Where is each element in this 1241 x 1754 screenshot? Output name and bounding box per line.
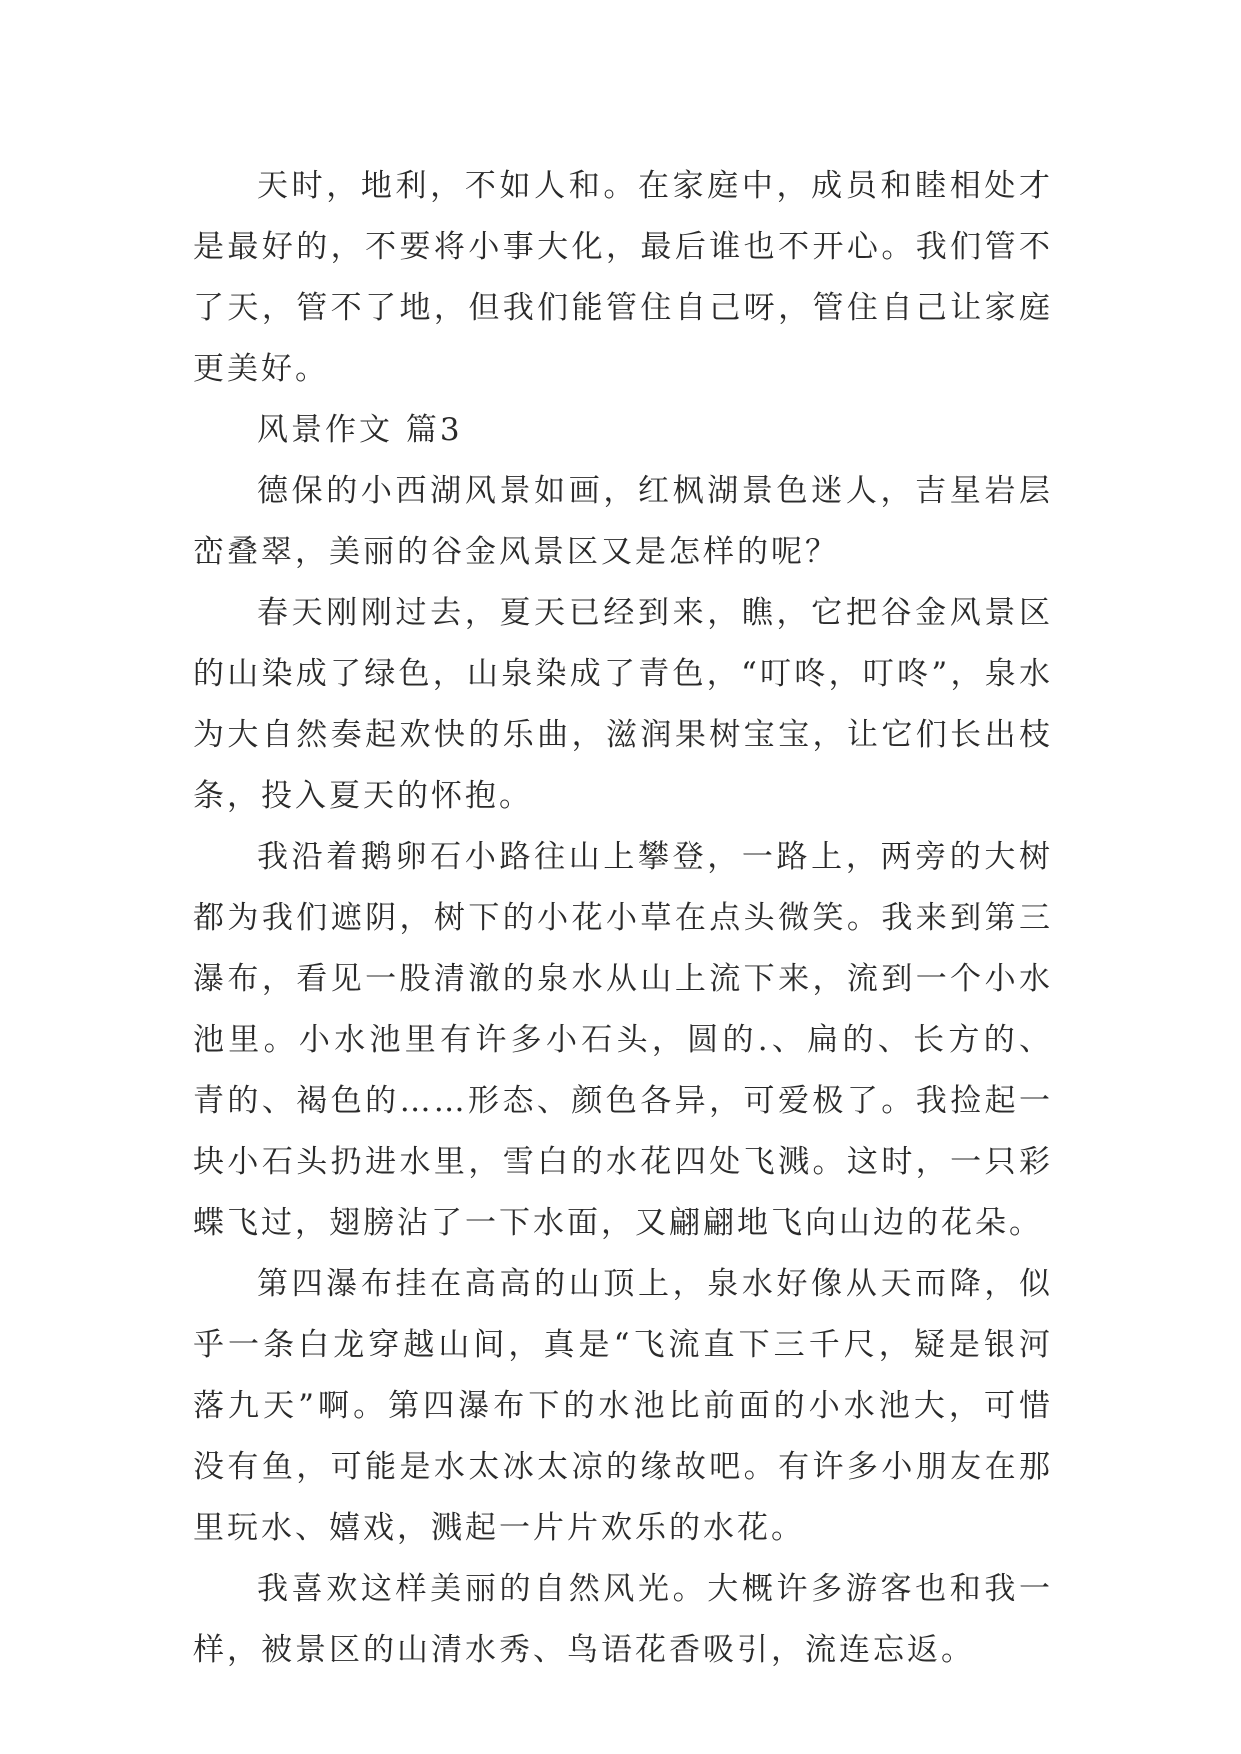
section-heading: 风景作文 篇3 — [257, 412, 463, 448]
paragraph-fourth-waterfall: 第四瀑布挂在高高的山顶上，泉水好像从天而降，似乎一条白龙穿越山间，真是“飞流直下三千尺，疑是银河落九天”啊。第四瀑布下的水池比前面的小水池大，可惜没有鱼，可能是水太冰太凉的缘故吧。有许多小朋友在那里玩水、嬉戏，溅起一片片欢乐的水花。 — [193, 1266, 1053, 1546]
document-body — [193, 156, 1053, 1681]
paragraph-summer: 春天刚刚过去，夏天已经到来，瞧，它把谷金风景区的山染成了绿色，山泉染成了青色，“叮咚，叮咚”，泉水为大自然奏起欢快的乐曲，滋润果树宝宝，让它们长出枝条，投入夏天的怀抱。 — [193, 595, 1053, 814]
paragraph-family-harmony: 天时，地利，不如人和。在家庭中，成员和睦相处才是最好的，不要将小事大化，最后谁也不开心。我们管不了天，管不了地，但我们能管住自己呀，管住自己让家庭更美好。 — [193, 168, 1053, 387]
paragraph-third-waterfall: 我沿着鹅卵石小路往山上攀登，一路上，两旁的大树都为我们遮阴，树下的小花小草在点头微笑。我来到第三瀑布，看见一股清澈的泉水从山上流下来，流到一个小水池里。小水池里有许多小石头，圆的.、扁的、长方的、青的、褐色的……形态、颜色各异，可爱极了。我捡起一块小石头扔进水里，雪白的水花四处飞溅。这时，一只彩蝶飞过，翅膀沾了一下水面，又翩翩地飞向山边的花朵。 — [193, 839, 1053, 1241]
paragraph-intro: 德保的小西湖风景如画，红枫湖景色迷人，吉星岩层峦叠翠，美丽的谷金风景区又是怎样的呢？ — [193, 473, 1053, 570]
paragraph-conclusion: 我喜欢这样美丽的自然风光。大概许多游客也和我一样，被景区的山清水秀、鸟语花香吸引，流连忘返。 — [193, 1571, 1053, 1668]
